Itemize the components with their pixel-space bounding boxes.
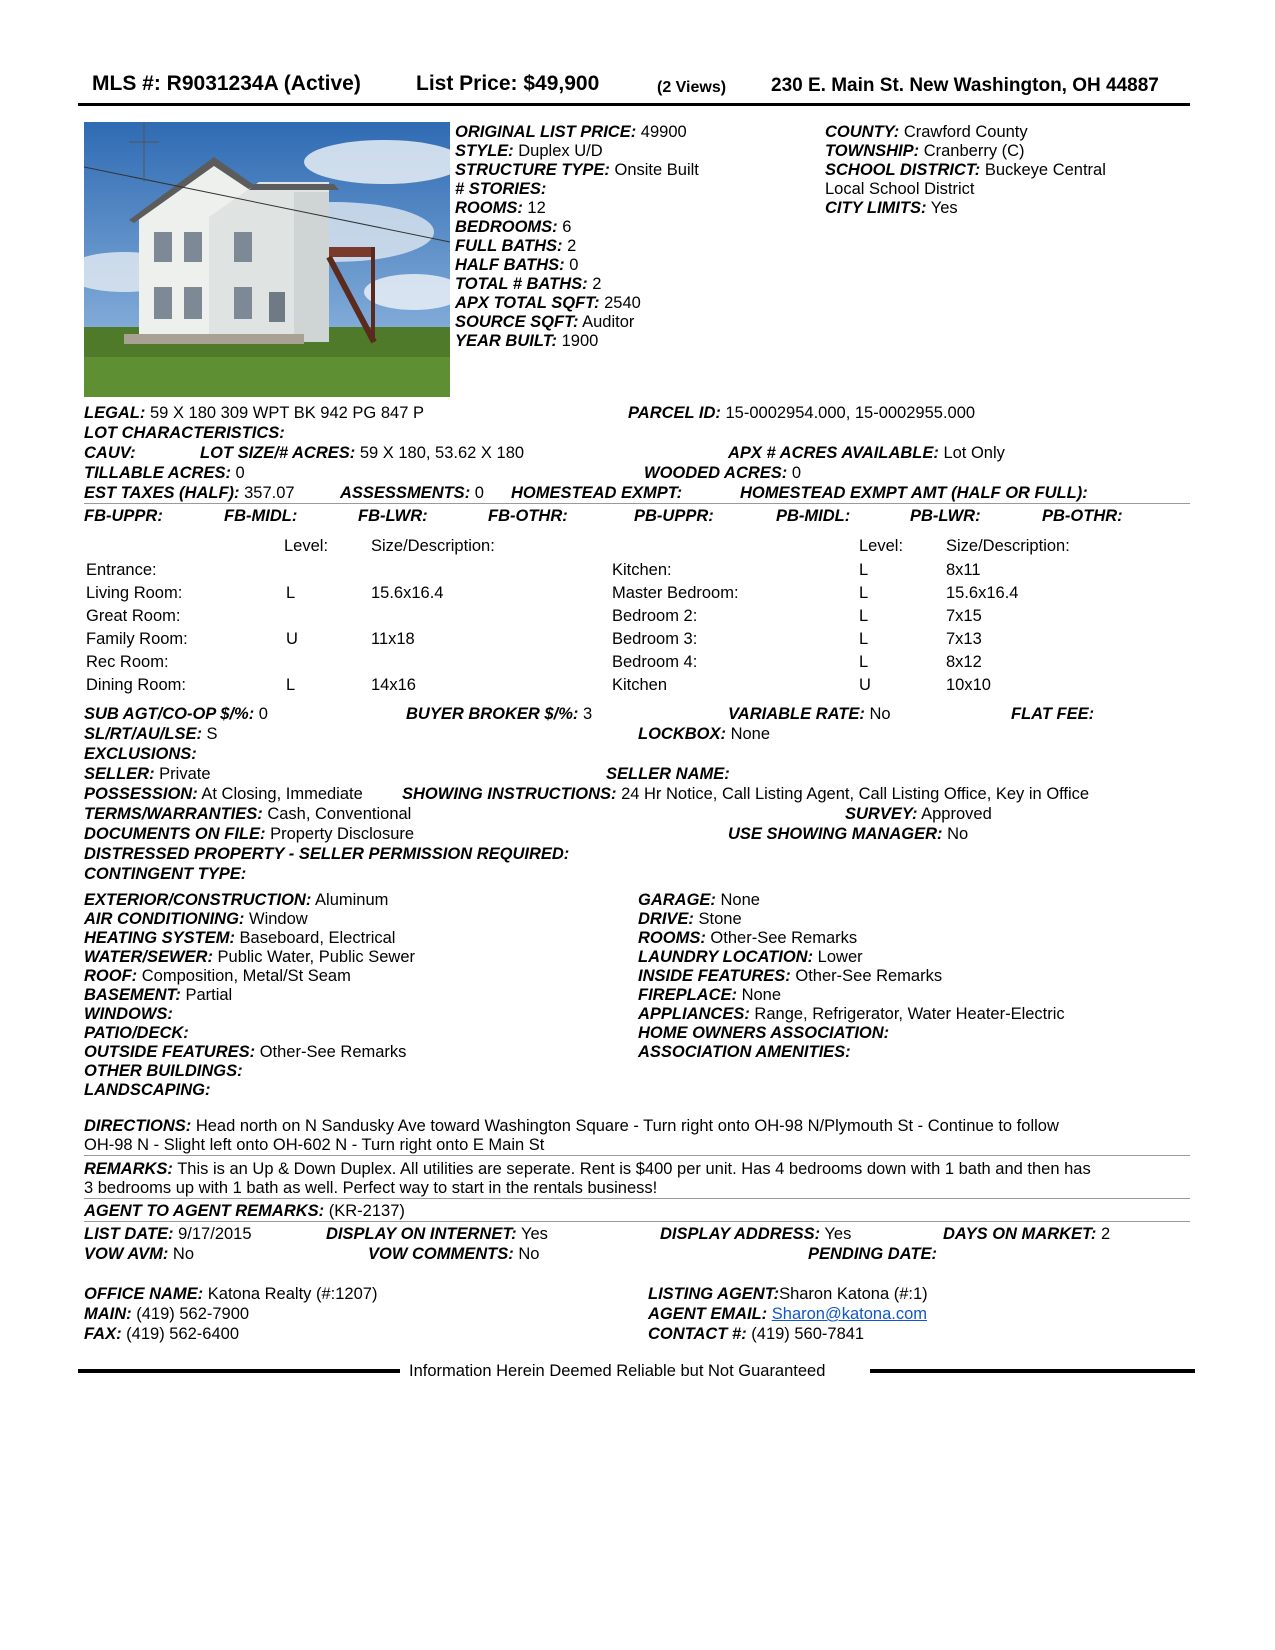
pending-date: PENDING DATE: (808, 1245, 937, 1263)
property-photo[interactable] (84, 122, 450, 397)
table-row: Bedroom 4: (612, 653, 698, 671)
divider (84, 1221, 1190, 1222)
seller: SELLER: Private (84, 765, 211, 783)
seller-name: SELLER NAME: (606, 765, 730, 783)
view-count: (2 Views) (657, 79, 727, 96)
sub-agent: SUB AGT/CO-OP $/%: 0 (84, 705, 268, 723)
heating-system: HEATING SYSTEM: Baseboard, Electrical (84, 929, 396, 947)
structure-type: STRUCTURE TYPE: Onsite Built (455, 161, 699, 179)
table-row: Entrance: (86, 561, 157, 579)
room-size: 10x10 (946, 676, 991, 694)
office-name: OFFICE NAME: Katona Realty (#:1207) (84, 1285, 378, 1303)
table-row: Bedroom 2: (612, 607, 698, 625)
table-row: Great Room: (86, 607, 181, 625)
room-level: L (859, 561, 869, 579)
water-sewer: WATER/SEWER: Public Water, Public Sewer (84, 948, 416, 966)
air-conditioning: AIR CONDITIONING: Window (84, 910, 308, 928)
documents-on-file: DOCUMENTS ON FILE: Property Disclosure (84, 825, 415, 843)
roof: ROOF: Composition, Metal/St Seam (84, 967, 351, 985)
parcel-id: PARCEL ID: 15-0002954.000, 15-0002955.000 (628, 404, 976, 422)
pb-middle: PB-MIDL: (776, 507, 851, 525)
school-district: SCHOOL DISTRICT: Buckeye Central (825, 161, 1106, 179)
footer-rule-right (870, 1369, 1195, 1373)
distressed-property: DISTRESSED PROPERTY - SELLER PERMISSION REQUIRED: (84, 845, 570, 863)
mls-number: MLS #: R9031234A (Active) (92, 72, 361, 95)
size-header-left: Size/Description: (371, 537, 495, 555)
divider (84, 503, 1190, 504)
table-row: Living Room: (86, 584, 183, 602)
rooms: ROOMS: 12 (455, 199, 546, 217)
office-fax: FAX: (419) 562-6400 (84, 1325, 240, 1343)
full-baths: FULL BATHS: 2 (455, 237, 577, 255)
level-header-right: Level: (859, 537, 904, 555)
room-size: 15.6x16.4 (371, 584, 444, 602)
township: TOWNSHIP: Cranberry (C) (825, 142, 1025, 160)
pb-other: PB-OTHR: (1042, 507, 1123, 525)
lockbox: LOCKBOX: None (638, 725, 771, 743)
room-level: L (286, 676, 296, 694)
basement: BASEMENT: Partial (84, 986, 233, 1004)
homestead-exempt-amount: HOMESTEAD EXMPT AMT (HALF OR FULL): (740, 484, 1088, 502)
hoa: HOME OWNERS ASSOCIATION: (638, 1024, 890, 1042)
total-baths: TOTAL # BATHS: 2 (455, 275, 602, 293)
table-row: Family Room: (86, 630, 188, 648)
table-row: Rec Room: (86, 653, 169, 671)
room-size: 11x18 (371, 630, 415, 648)
room-size: 14x16 (371, 676, 416, 694)
fb-lower: FB-LWR: (358, 507, 428, 525)
room-level: L (859, 630, 869, 648)
est-taxes: EST TAXES (HALF): 357.07 (84, 484, 295, 502)
room-size: 7x13 (946, 630, 982, 648)
features-right (638, 891, 1065, 1062)
landscaping: LANDSCAPING: (84, 1081, 211, 1099)
room-size: 15.6x16.4 (946, 584, 1019, 602)
city-limits: CITY LIMITS: Yes (825, 199, 958, 217)
tillable-acres: TILLABLE ACRES: 0 (84, 464, 245, 482)
room-level: L (859, 653, 869, 671)
footer-rule-left (78, 1369, 400, 1373)
table-row: Kitchen: (612, 561, 672, 579)
garage: GARAGE: None (638, 891, 760, 909)
room-level: L (286, 584, 296, 602)
remarks: REMARKS: This is an Up & Down Duplex. All utilities are seperate. Rent is $400 per unit. Has 4 bedrooms down with 1 bath and then has (84, 1160, 1091, 1178)
inside-features: INSIDE FEATURES: Other-See Remarks (638, 967, 943, 985)
room-level: U (859, 676, 871, 694)
fireplace: FIREPLACE: None (638, 986, 782, 1004)
office-main-phone: MAIN: (419) 562-7900 (84, 1305, 250, 1323)
assessments: ASSESSMENTS: 0 (340, 484, 484, 502)
remarks-cont: 3 bedrooms up with 1 bath as well. Perfect way to start in the rentals business! (84, 1179, 658, 1197)
fb-upper: FB-UPPR: (84, 507, 163, 525)
terms-warranties: TERMS/WARRANTIES: Cash, Conventional (84, 805, 412, 823)
use-showing-manager: USE SHOWING MANAGER: No (728, 825, 969, 843)
contact-number: CONTACT #: (419) 560-7841 (648, 1325, 865, 1343)
display-address: DISPLAY ADDRESS: Yes (660, 1225, 852, 1243)
county: COUNTY: Crawford County (825, 123, 1028, 141)
header-rule (78, 103, 1190, 106)
list-date: LIST DATE: 9/17/2015 (84, 1225, 252, 1243)
fb-other: FB-OTHR: (488, 507, 568, 525)
agent-remarks: AGENT TO AGENT REMARKS: (KR-2137) (84, 1202, 405, 1220)
pb-lower: PB-LWR: (910, 507, 981, 525)
year-built: YEAR BUILT: 1900 (455, 332, 599, 350)
other-buildings: OTHER BUILDINGS: (84, 1062, 243, 1080)
agent-email-link[interactable]: Sharon@katona.com (771, 1305, 928, 1323)
disclaimer: Information Herein Deemed Reliable but Not Guaranteed (409, 1362, 826, 1380)
exclusions: EXCLUSIONS: (84, 745, 197, 763)
location-details (825, 123, 1106, 218)
days-on-market: DAYS ON MARKET: 2 (943, 1225, 1111, 1243)
room-level: U (286, 630, 298, 648)
room-size: 7x15 (946, 607, 982, 625)
buyer-broker: BUYER BROKER $/%: 3 (406, 705, 593, 723)
size-header-right: Size/Description: (946, 537, 1070, 555)
room-level: L (859, 607, 869, 625)
listing-agent: LISTING AGENT:Sharon Katona (#:1) (648, 1285, 928, 1303)
room-size: 8x12 (946, 653, 982, 671)
vow-avm: VOW AVM: No (84, 1245, 195, 1263)
table-row: Bedroom 3: (612, 630, 698, 648)
property-details (455, 123, 699, 351)
exterior: EXTERIOR/CONSTRUCTION: Aluminum (84, 891, 389, 909)
table-row: Master Bedroom: (612, 584, 739, 602)
survey: SURVEY: Approved (845, 805, 992, 823)
display-on-internet: DISPLAY ON INTERNET: Yes (326, 1225, 548, 1243)
bedrooms: BEDROOMS: 6 (455, 218, 572, 236)
half-baths: HALF BATHS: 0 (455, 256, 579, 274)
table-row: Dining Room: (86, 676, 186, 694)
variable-rate: VARIABLE RATE: No (728, 705, 891, 723)
appliances: APPLIANCES: Range, Refrigerator, Water Heater-Electric (638, 1005, 1065, 1023)
level-header-left: Level: (284, 537, 329, 555)
flat-fee: FLAT FEE: (1011, 705, 1095, 723)
fb-middle: FB-MIDL: (224, 507, 298, 525)
cauv: CAUV: (84, 444, 136, 462)
contingent-type: CONTINGENT TYPE: (84, 865, 247, 883)
original-list-price: ORIGINAL LIST PRICE: 49900 (455, 123, 687, 141)
acres-available: APX # ACRES AVAILABLE: Lot Only (728, 444, 1005, 462)
vow-comments: VOW COMMENTS: No (368, 1245, 540, 1263)
homestead-exempt: HOMESTEAD EXMPT: (511, 484, 683, 502)
agent-email: AGENT EMAIL: Sharon@katona.com (648, 1305, 928, 1323)
divider (84, 1198, 1190, 1199)
patio-deck: PATIO/DECK: (84, 1024, 189, 1042)
features-left (84, 891, 415, 1100)
room-size: 8x11 (946, 561, 981, 579)
stories: # STORIES: (455, 180, 547, 198)
sale-type: SL/RT/AU/LSE: S (84, 725, 218, 743)
total-sqft: APX TOTAL SQFT: 2540 (455, 294, 641, 312)
table-row: Kitchen (612, 676, 668, 694)
divider (84, 1155, 1190, 1156)
showing-instructions: SHOWING INSTRUCTIONS: 24 Hr Notice, Call Listing Agent, Call Listing Office, Key in Office (402, 785, 1090, 803)
association-amenities: ASSOCIATION AMENITIES: (638, 1043, 851, 1061)
list-price: List Price: $49,900 (416, 72, 600, 95)
style: STYLE: Duplex U/D (455, 142, 603, 160)
lot-size: LOT SIZE/# ACRES: 59 X 180, 53.62 X 180 (200, 444, 525, 462)
directions-cont: OH-98 N - Slight left onto OH-602 N - Turn right onto E Main St (84, 1136, 545, 1154)
pb-upper: PB-UPPR: (634, 507, 714, 525)
laundry-location: LAUNDRY LOCATION: Lower (638, 948, 863, 966)
rooms-feature: ROOMS: Other-See Remarks (638, 929, 858, 947)
property-address: 230 E. Main St. New Washington, OH 44887 (771, 75, 1159, 96)
legal: LEGAL: 59 X 180 309 WPT BK 942 PG 847 P (84, 404, 424, 422)
source-sqft: SOURCE SQFT: Auditor (455, 313, 635, 331)
outside-features: OUTSIDE FEATURES: Other-See Remarks (84, 1043, 407, 1061)
wooded-acres: WOODED ACRES: 0 (644, 464, 802, 482)
drive: DRIVE: Stone (638, 910, 742, 928)
windows: WINDOWS: (84, 1005, 173, 1023)
directions: DIRECTIONS: Head north on N Sandusky Ave toward Washington Square - Turn right onto OH-98 N/Plymouth St - Continue to follow (84, 1117, 1059, 1135)
possession: POSSESSION: At Closing, Immediate (84, 785, 363, 803)
school-district-cont: Local School District (825, 180, 975, 198)
room-level: L (859, 584, 869, 602)
lot-characteristics: LOT CHARACTERISTICS: (84, 424, 285, 442)
